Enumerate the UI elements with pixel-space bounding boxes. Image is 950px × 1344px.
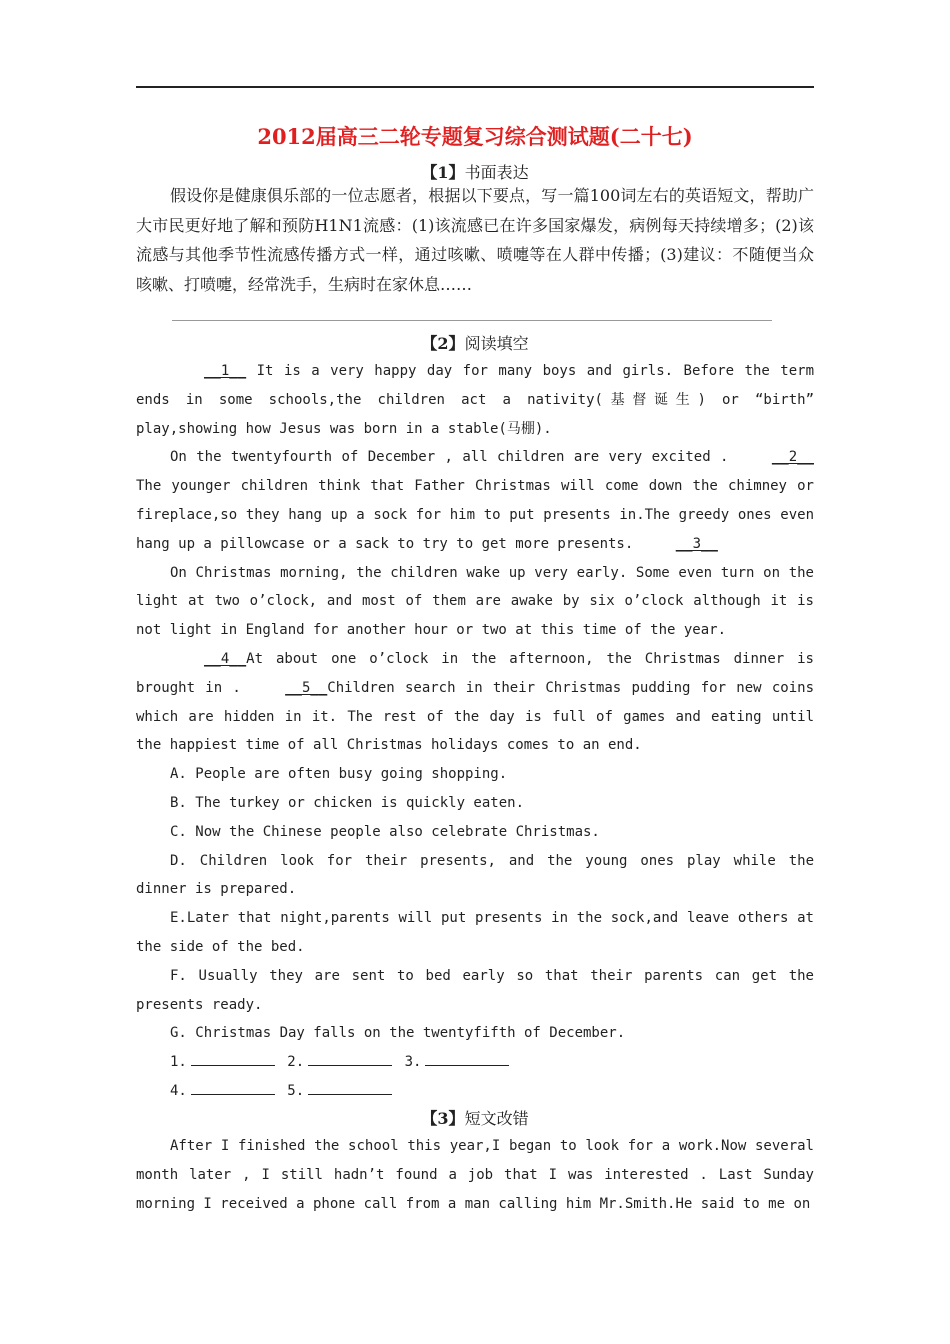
section-2-name: 阅读填空 [464, 334, 529, 353]
answer-row-2 [136, 1077, 814, 1106]
option-e: E.Later that night,parents will put presents in the sock,and leave others at the side of the bed. [136, 910, 814, 955]
answer-label-1: 1. [170, 1054, 187, 1071]
section-1-number: 【1】 [421, 163, 465, 182]
blank-5: __5__ [285, 679, 328, 696]
paragraph-2-text: The younger children think that Father Christmas will come down the chimney or fireplace,so they hang up a sock for him to put presents in.The greedy ones even hang up a pillowcase or a sack to try to get more presents. [136, 478, 814, 552]
top-rule [136, 86, 814, 88]
section-3-name: 短文改错 [464, 1109, 529, 1128]
answer-label-4: 4. [170, 1082, 187, 1099]
answer-row-1 [136, 1048, 814, 1077]
option-b: B. The turkey or chicken is quickly eaten. [170, 794, 525, 811]
paragraph-1-text: It is a very happy day for many boys and girls. Before the term ends in some schools,the children act a nativity(基督诞生) or “birth” play,showing how Jesus was born in a stable(马棚). [136, 363, 814, 437]
paragraph-4-text: At about one o’clock in the afternoon, the Christmas dinner is brought in . [136, 650, 814, 696]
option-g: G. Christmas Day falls on the twentyfifth of December. [170, 1025, 626, 1042]
answer-field-3[interactable] [425, 1051, 509, 1066]
passage-paragraph-1 [136, 357, 814, 443]
option-d: D. Children look for their presents, and the young ones play while the dinner is prepared. [136, 852, 814, 898]
error-correction-passage [136, 1132, 814, 1218]
section-3-number: 【3】 [421, 1109, 465, 1128]
section-2-number: 【2】 [421, 334, 465, 353]
paragraph-4-text2: Children search in their Christmas pudding for new coins which are hidden in it. The rest of the day is full of games and eating until the happiest time of all Christmas holidays comes to an end. [136, 679, 815, 754]
option-c: C. Now the Chinese people also celebrate Christmas. [170, 823, 600, 840]
divider-rule [172, 320, 772, 321]
section-3-heading [0, 1106, 950, 1129]
error-correction-text: After I finished the school this year,I began to look for a work.Now several month later , I still hadn’t found a job that I was interested . Last Sunday morning I received a phone call from a man calling him Mr.Smith.He said to me on [136, 1138, 814, 1212]
answer-field-4[interactable] [191, 1080, 275, 1095]
answer-label-5: 5. [287, 1082, 305, 1099]
answer-field-2[interactable] [308, 1051, 392, 1066]
section-1-name: 书面表达 [464, 163, 529, 182]
paragraph-2-pre: On the twentyfourth of December , all children are very excited . [170, 449, 738, 466]
passage-paragraph-3: On Christmas morning, the children wake up very early. Some even turn on the light at two o’clock, and most of them are awake by six o’clock although it is not light in England for another hour or two at this time of the year. [136, 564, 814, 639]
blank-2: __2__ [771, 449, 814, 466]
blank-3: __3__ [675, 535, 718, 552]
reading-passage [136, 357, 814, 1106]
answer-field-5[interactable] [308, 1080, 392, 1095]
section-2-heading [0, 331, 950, 354]
answer-field-1[interactable] [191, 1051, 275, 1066]
passage-paragraph-2 [136, 443, 814, 558]
passage-paragraph-4 [136, 645, 814, 760]
answer-label-3: 3. [404, 1054, 422, 1071]
section-1-heading [0, 160, 950, 183]
blank-1: __1__ [204, 363, 247, 379]
section-1-prompt: 假设你是健康俱乐部的一位志愿者，根据以下要点，写一篇100词左右的英语短文，帮助广大市民更好地了解和预防H1N1流感：(1)该流感已在许多国家爆发，病例每天持续增多；(2)该流感与其他季节性流感传播方式一样，通过咳嗽、喷嚏等在人群中传播；(3)建议：不随便当众咳嗽、打喷嚏，经常洗手，生病时在家休息…… [136, 186, 814, 294]
option-a: A. People are often busy going shopping. [170, 766, 508, 783]
answer-label-2: 2. [287, 1054, 305, 1071]
blank-4: __4__ [204, 650, 247, 667]
option-f: F. Usually they are sent to bed early so that their parents can get the presents ready. [136, 967, 814, 1013]
page-title: 2012届高三二轮专题复习综合测试题(二十七) [257, 124, 693, 149]
